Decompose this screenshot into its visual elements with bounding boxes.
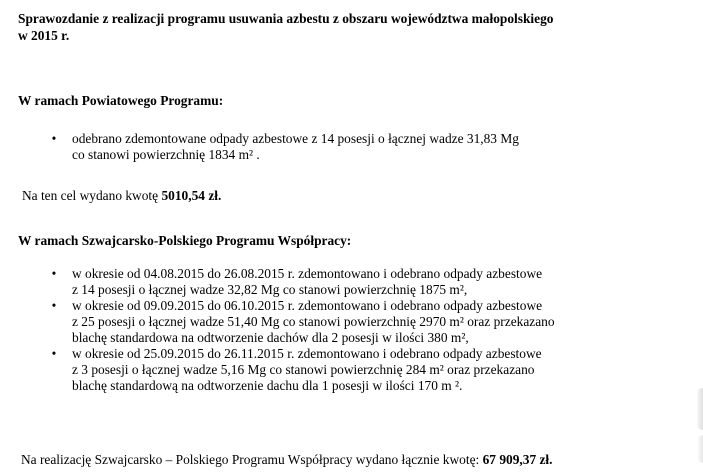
powiatowy-bullet-list [51, 131, 697, 163]
bullet-line: blachę standardowa na odtworzenie dachów dla 2 posesji w ilości 380 m², [72, 330, 469, 345]
spend-amount: 5010,54 zł. [161, 188, 222, 203]
list-item [51, 131, 697, 163]
bullet-icon: • [51, 131, 57, 146]
szwajcarsko-polski-total-paragraph [21, 452, 701, 468]
total-amount: 67 909,37 zł. [482, 452, 553, 467]
title-line-1: Sprawozdanie z realizacji programu usuwania azbestu z obszaru województwa małopolskiego [18, 11, 554, 26]
list-item [51, 266, 697, 298]
bullet-line: odebrano zdemontowane odpady azbestowe z 14 posesji o łącznej wadze 31,83 Mg [72, 131, 519, 146]
bullet-line: z 3 posesji o łącznej wadze 5,16 Mg co stanowi powierzchnię 284 m² oraz przekazano [72, 362, 535, 377]
section-heading-szwajcarsko-polski: W ramach Szwajcarsko-Polskiego Programu Współpracy: [18, 233, 352, 248]
scroll-edge-shadow [698, 435, 703, 463]
bullet-icon: • [51, 266, 57, 281]
szwajcarsko-polski-bullet-list [51, 266, 697, 394]
total-text: Na realizację Szwajcarsko – Polskiego Programu Współpracy wydano łącznie kwotę: [21, 452, 483, 467]
bullet-line: z 25 posesji o łącznej wadze 51,40 Mg co stanowi powierzchnię 2970 m² oraz przekazano [72, 314, 555, 329]
bullet-icon: • [51, 298, 57, 313]
scroll-edge-shadow [697, 388, 703, 430]
list-item [51, 298, 697, 346]
bullet-icon: • [51, 346, 57, 361]
bullet-line: z 14 posesji o łącznej wadze 32,82 Mg co stanowi powierzchnię 1875 m², [72, 282, 468, 297]
title-line-2: w 2015 r. [18, 28, 70, 43]
bullet-line: w okresie od 04.08.2015 do 26.08.2015 r. zdemontowano i odebrano odpady azbestowe [72, 266, 543, 281]
bullet-line: w okresie od 25.09.2015 do 26.11.2015 r. zdemontowano i odebrano odpady azbestowe [72, 346, 542, 361]
list-item [51, 346, 697, 394]
spend-text: Na ten cel wydano kwotę [22, 188, 162, 203]
bullet-line: co stanowi powierzchnię 1834 m² . [72, 147, 260, 162]
bullet-line: w okresie od 09.09.2015 do 06.10.2015 r. zdemontowano i odebrano odpady azbestowe [72, 298, 543, 313]
section-heading-powiatowy: W ramach Powiatowego Programu: [18, 93, 224, 108]
powiatowy-spend-paragraph [22, 188, 221, 204]
document-title [18, 10, 698, 44]
bullet-line: blachę standardową na odtworzenie dachu dla 1 posesji w ilości 170 m ². [72, 378, 463, 393]
